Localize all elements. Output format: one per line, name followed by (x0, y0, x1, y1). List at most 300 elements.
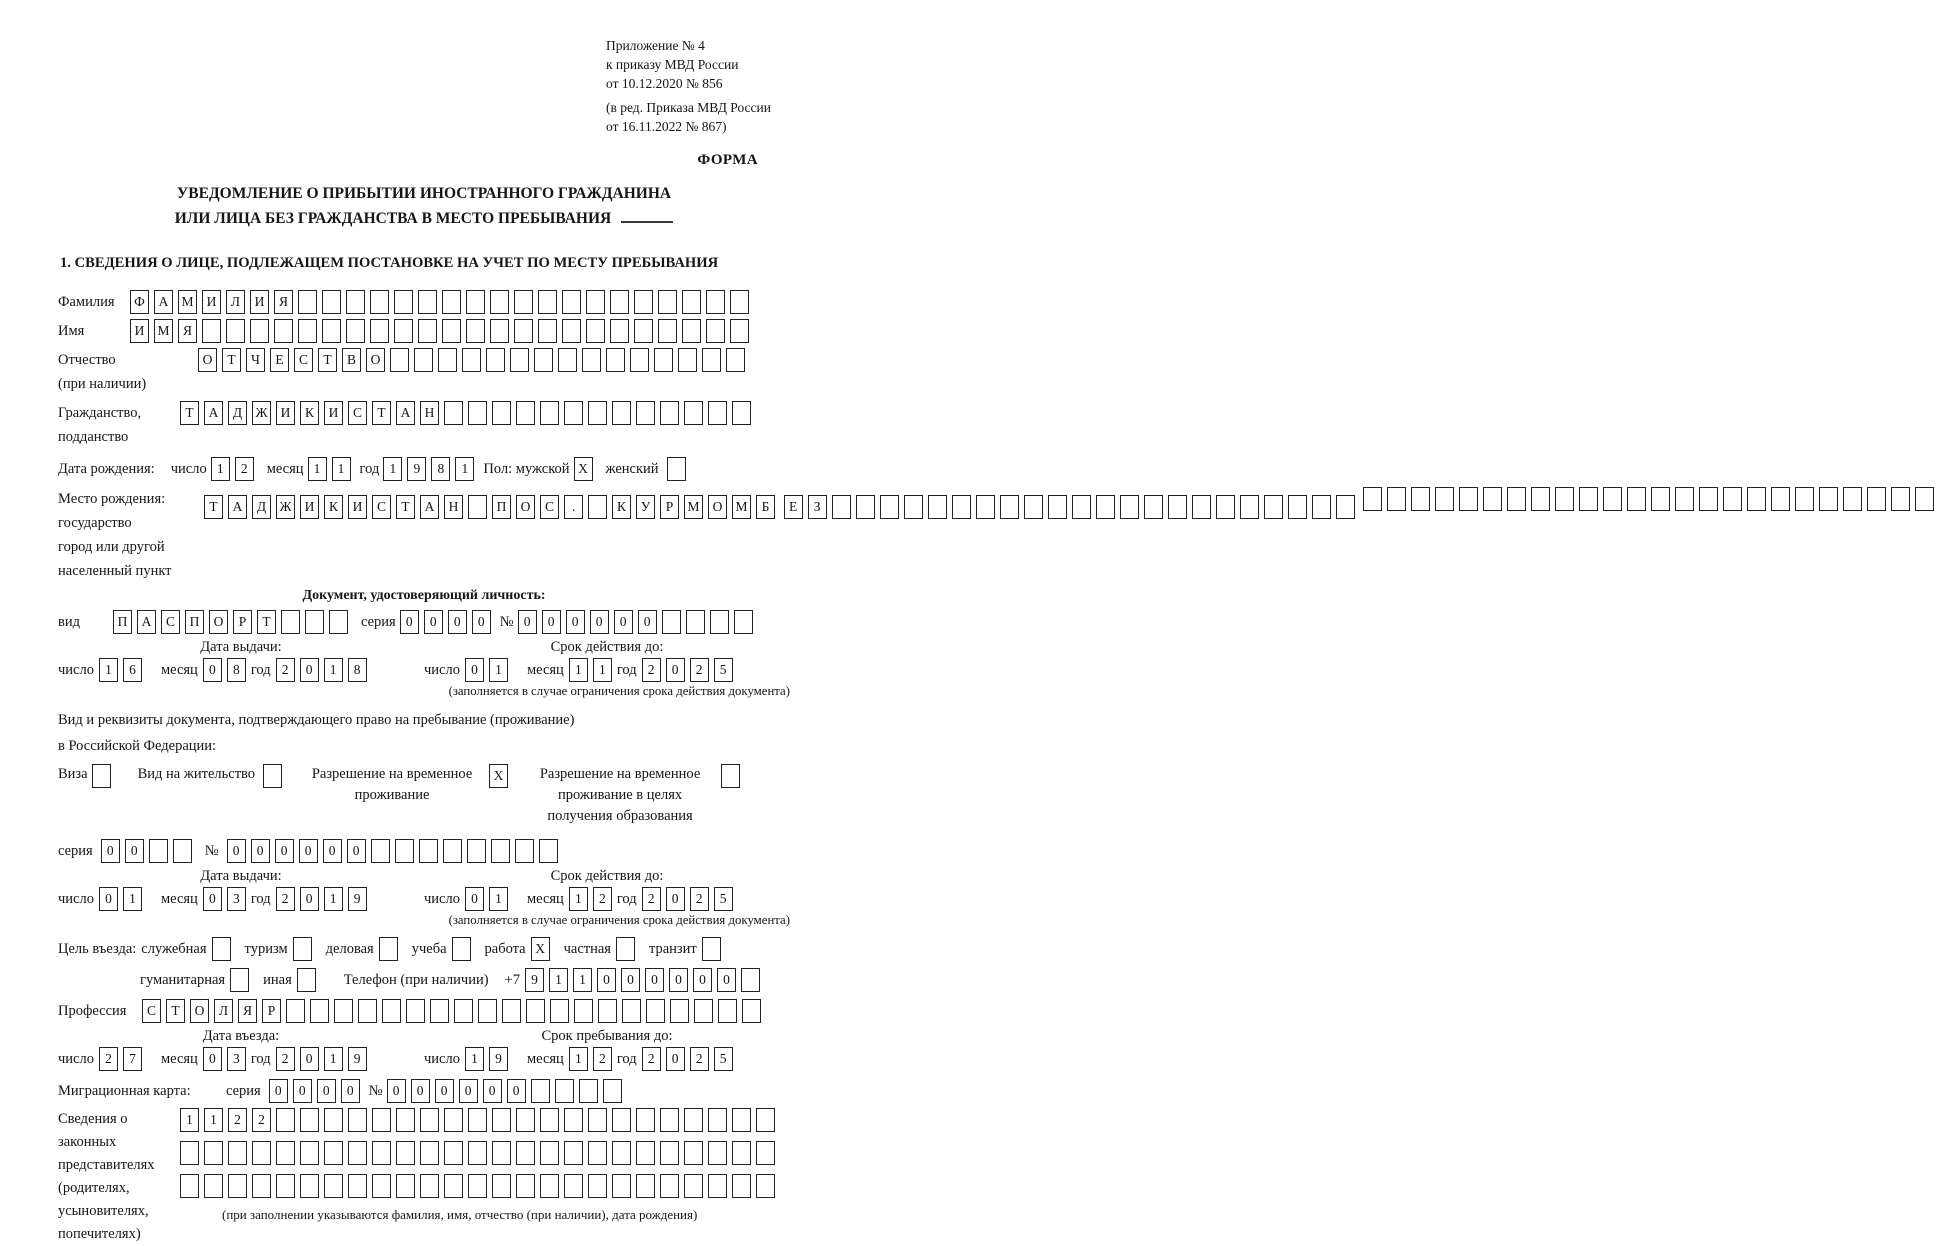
char-box[interactable] (603, 1079, 622, 1103)
char-box[interactable]: О (366, 348, 385, 372)
char-box[interactable] (276, 1141, 295, 1165)
char-box[interactable] (726, 348, 745, 372)
char-box[interactable] (466, 319, 485, 343)
char-box[interactable] (660, 401, 679, 425)
char-box[interactable] (514, 319, 533, 343)
char-box[interactable] (702, 937, 721, 961)
char-box[interactable] (438, 348, 457, 372)
char-box[interactable] (462, 348, 481, 372)
char-box[interactable] (610, 319, 629, 343)
char-box[interactable]: Н (420, 401, 439, 425)
char-box[interactable] (379, 937, 398, 961)
char-box[interactable] (396, 1108, 415, 1132)
char-box[interactable] (468, 401, 487, 425)
char-box[interactable]: В (342, 348, 361, 372)
char-box[interactable] (1000, 495, 1019, 519)
char-box[interactable]: 0 (638, 610, 657, 634)
char-box[interactable] (228, 1141, 247, 1165)
char-box[interactable]: 0 (693, 968, 712, 992)
char-box[interactable] (682, 290, 701, 314)
char-box[interactable] (514, 290, 533, 314)
char-box[interactable] (734, 610, 753, 634)
char-box[interactable]: А (154, 290, 173, 314)
char-box[interactable] (226, 319, 245, 343)
char-box[interactable]: 8 (431, 457, 450, 481)
char-box[interactable]: И (250, 290, 269, 314)
char-box[interactable]: 3 (227, 887, 246, 911)
char-box[interactable]: 8 (348, 658, 367, 682)
char-box[interactable] (928, 495, 947, 519)
char-box[interactable]: Т (257, 610, 276, 634)
char-box[interactable] (646, 999, 665, 1023)
char-box[interactable] (660, 1108, 679, 1132)
char-box[interactable] (539, 839, 558, 863)
char-box[interactable]: 2 (642, 658, 661, 682)
char-box[interactable] (660, 1174, 679, 1198)
char-box[interactable] (173, 839, 192, 863)
char-box[interactable] (180, 1174, 199, 1198)
char-box[interactable] (658, 290, 677, 314)
char-box[interactable]: Я (178, 319, 197, 343)
char-box[interactable] (1264, 495, 1283, 519)
char-box[interactable]: Т (204, 495, 223, 519)
char-box[interactable] (420, 1108, 439, 1132)
char-box[interactable] (149, 839, 168, 863)
char-box[interactable]: М (154, 319, 173, 343)
char-box[interactable] (293, 937, 312, 961)
char-box[interactable] (414, 348, 433, 372)
char-box[interactable] (490, 290, 509, 314)
char-box[interactable]: . (564, 495, 583, 519)
char-box[interactable] (276, 1174, 295, 1198)
char-box[interactable] (300, 1174, 319, 1198)
char-box[interactable]: Л (226, 290, 245, 314)
char-box[interactable] (1603, 487, 1622, 511)
char-box[interactable] (454, 999, 473, 1023)
char-box[interactable] (322, 319, 341, 343)
char-box[interactable]: 1 (569, 887, 588, 911)
char-box[interactable]: 2 (690, 1047, 709, 1071)
char-box[interactable] (180, 1141, 199, 1165)
char-box[interactable] (1723, 487, 1742, 511)
char-box[interactable]: 6 (123, 658, 142, 682)
char-box[interactable] (686, 610, 705, 634)
char-box[interactable] (329, 610, 348, 634)
char-box[interactable] (588, 1141, 607, 1165)
char-box[interactable] (540, 1108, 559, 1132)
char-box[interactable] (395, 839, 414, 863)
char-box[interactable] (588, 495, 607, 519)
char-box[interactable]: Б (756, 495, 775, 519)
char-box[interactable] (564, 1174, 583, 1198)
char-box[interactable] (1747, 487, 1766, 511)
char-box[interactable] (756, 1108, 775, 1132)
char-box[interactable] (212, 937, 231, 961)
char-box[interactable] (658, 319, 677, 343)
char-box[interactable] (263, 764, 282, 788)
char-box[interactable] (756, 1141, 775, 1165)
char-box[interactable]: А (204, 401, 223, 425)
char-box[interactable] (419, 839, 438, 863)
char-box[interactable] (636, 1108, 655, 1132)
char-box[interactable] (444, 1108, 463, 1132)
char-box[interactable]: 1 (455, 457, 474, 481)
char-box[interactable] (491, 839, 510, 863)
char-box[interactable]: 1 (324, 658, 343, 682)
char-box[interactable]: 1 (324, 1047, 343, 1071)
char-box[interactable]: О (190, 999, 209, 1023)
char-box[interactable]: С (142, 999, 161, 1023)
char-box[interactable]: 3 (227, 1047, 246, 1071)
char-box[interactable]: И (300, 495, 319, 519)
char-box[interactable]: 0 (669, 968, 688, 992)
char-box[interactable]: 9 (348, 1047, 367, 1071)
char-box[interactable] (420, 1141, 439, 1165)
char-box[interactable]: У (636, 495, 655, 519)
char-box[interactable] (732, 1108, 751, 1132)
char-box[interactable] (612, 1141, 631, 1165)
char-box[interactable] (305, 610, 324, 634)
char-box[interactable] (718, 999, 737, 1023)
char-box[interactable] (1216, 495, 1235, 519)
char-box[interactable]: 2 (593, 887, 612, 911)
char-box[interactable]: М (732, 495, 751, 519)
char-box[interactable] (298, 290, 317, 314)
char-box[interactable] (281, 610, 300, 634)
char-box[interactable] (732, 1141, 751, 1165)
char-box[interactable] (588, 1174, 607, 1198)
char-box[interactable] (276, 1108, 295, 1132)
char-box[interactable]: 0 (101, 839, 120, 863)
char-box[interactable] (684, 1174, 703, 1198)
char-box[interactable]: Т (372, 401, 391, 425)
char-box[interactable] (492, 1141, 511, 1165)
char-box[interactable] (1531, 487, 1550, 511)
char-box[interactable]: 2 (99, 1047, 118, 1071)
char-box[interactable]: Т (180, 401, 199, 425)
char-box[interactable]: 1 (99, 658, 118, 682)
char-box[interactable]: 5 (714, 658, 733, 682)
char-box[interactable] (372, 1108, 391, 1132)
char-box[interactable]: 0 (347, 839, 366, 863)
char-box[interactable] (588, 401, 607, 425)
char-box[interactable] (678, 348, 697, 372)
char-box[interactable] (516, 1108, 535, 1132)
char-box[interactable] (324, 1141, 343, 1165)
char-box[interactable] (579, 1079, 598, 1103)
char-box[interactable] (1192, 495, 1211, 519)
char-box[interactable]: Т (166, 999, 185, 1023)
char-box[interactable] (334, 999, 353, 1023)
char-box[interactable] (555, 1079, 574, 1103)
char-box[interactable] (708, 1141, 727, 1165)
char-box[interactable]: 0 (341, 1079, 360, 1103)
char-box[interactable] (372, 1174, 391, 1198)
char-box[interactable] (510, 348, 529, 372)
char-box[interactable]: 0 (300, 1047, 319, 1071)
char-box[interactable]: 1 (549, 968, 568, 992)
char-box[interactable] (204, 1141, 223, 1165)
char-box[interactable]: 2 (276, 658, 295, 682)
char-box[interactable]: 1 (308, 457, 327, 481)
char-box[interactable]: 1 (569, 1047, 588, 1071)
char-box[interactable] (540, 401, 559, 425)
char-box[interactable] (1915, 487, 1934, 511)
char-box[interactable]: 2 (276, 887, 295, 911)
char-box[interactable]: Р (233, 610, 252, 634)
char-box[interactable] (610, 290, 629, 314)
char-box[interactable]: 1 (324, 887, 343, 911)
char-box[interactable]: 0 (717, 968, 736, 992)
char-box[interactable]: 0 (542, 610, 561, 634)
char-box[interactable] (1048, 495, 1067, 519)
char-box[interactable] (612, 401, 631, 425)
char-box[interactable] (976, 495, 995, 519)
char-box[interactable]: 0 (518, 610, 537, 634)
char-box[interactable] (706, 319, 725, 343)
char-box[interactable]: 0 (590, 610, 609, 634)
char-box[interactable] (204, 1174, 223, 1198)
char-box[interactable] (502, 999, 521, 1023)
char-box[interactable] (467, 839, 486, 863)
char-box[interactable] (310, 999, 329, 1023)
char-box[interactable]: 2 (593, 1047, 612, 1071)
char-box[interactable]: 0 (99, 887, 118, 911)
char-box[interactable] (492, 1108, 511, 1132)
char-box[interactable] (1387, 487, 1406, 511)
char-box[interactable] (442, 319, 461, 343)
char-box[interactable] (1024, 495, 1043, 519)
char-box[interactable] (348, 1141, 367, 1165)
char-box[interactable] (856, 495, 875, 519)
char-box[interactable] (492, 401, 511, 425)
char-box[interactable]: 2 (276, 1047, 295, 1071)
char-box[interactable] (586, 290, 605, 314)
char-box[interactable] (574, 999, 593, 1023)
char-box[interactable]: И (130, 319, 149, 343)
char-box[interactable] (880, 495, 899, 519)
char-box[interactable]: 1 (573, 968, 592, 992)
char-box[interactable] (662, 610, 681, 634)
char-box[interactable] (721, 764, 740, 788)
char-box[interactable] (708, 1108, 727, 1132)
char-box[interactable]: 0 (323, 839, 342, 863)
char-box[interactable]: М (684, 495, 703, 519)
char-box[interactable] (586, 319, 605, 343)
char-box[interactable]: К (300, 401, 319, 425)
char-box[interactable] (732, 401, 751, 425)
char-box[interactable]: 0 (645, 968, 664, 992)
char-box[interactable] (706, 290, 725, 314)
char-box[interactable] (202, 319, 221, 343)
char-box[interactable] (492, 1174, 511, 1198)
char-box[interactable] (228, 1174, 247, 1198)
char-box[interactable] (1312, 495, 1331, 519)
char-box[interactable] (394, 319, 413, 343)
char-box[interactable] (274, 319, 293, 343)
char-box[interactable] (300, 1108, 319, 1132)
char-box[interactable]: Р (262, 999, 281, 1023)
char-box[interactable] (452, 937, 471, 961)
char-box[interactable] (534, 348, 553, 372)
char-box[interactable] (741, 968, 760, 992)
char-box[interactable]: Я (238, 999, 257, 1023)
char-box[interactable]: 1 (180, 1108, 199, 1132)
char-box[interactable]: 0 (666, 658, 685, 682)
char-box[interactable] (1795, 487, 1814, 511)
char-box[interactable] (832, 495, 851, 519)
char-box[interactable]: Т (222, 348, 241, 372)
char-box[interactable]: И (324, 401, 343, 425)
char-box[interactable] (515, 839, 534, 863)
char-box[interactable] (516, 1174, 535, 1198)
char-box[interactable] (682, 319, 701, 343)
char-box[interactable]: 0 (300, 887, 319, 911)
char-box[interactable] (370, 319, 389, 343)
char-box[interactable] (1579, 487, 1598, 511)
char-box[interactable] (396, 1141, 415, 1165)
char-box[interactable]: 0 (299, 839, 318, 863)
char-box[interactable]: 9 (489, 1047, 508, 1071)
char-box[interactable] (286, 999, 305, 1023)
char-box[interactable] (346, 319, 365, 343)
char-box[interactable]: 0 (483, 1079, 502, 1103)
char-box[interactable] (92, 764, 111, 788)
char-box[interactable] (478, 999, 497, 1023)
char-box[interactable] (298, 319, 317, 343)
char-box[interactable]: Л (214, 999, 233, 1023)
char-box[interactable] (1819, 487, 1838, 511)
char-box[interactable]: 1 (332, 457, 351, 481)
char-box[interactable] (250, 319, 269, 343)
char-box[interactable]: Е (784, 495, 803, 519)
char-box[interactable] (562, 319, 581, 343)
char-box[interactable] (1483, 487, 1502, 511)
char-box[interactable] (420, 1174, 439, 1198)
char-box[interactable] (538, 290, 557, 314)
char-box[interactable] (1288, 495, 1307, 519)
char-box[interactable]: 0 (472, 610, 491, 634)
char-box[interactable] (1336, 495, 1355, 519)
char-box[interactable] (1240, 495, 1259, 519)
char-box[interactable] (230, 968, 249, 992)
char-box[interactable]: 0 (269, 1079, 288, 1103)
char-box[interactable]: 9 (348, 887, 367, 911)
char-box[interactable] (636, 401, 655, 425)
char-box[interactable] (1411, 487, 1430, 511)
char-box[interactable] (486, 348, 505, 372)
char-box[interactable]: 0 (621, 968, 640, 992)
char-box[interactable] (1867, 487, 1886, 511)
char-box[interactable]: 9 (525, 968, 544, 992)
char-box[interactable] (442, 290, 461, 314)
char-box[interactable]: А (137, 610, 156, 634)
char-box[interactable]: Д (252, 495, 271, 519)
char-box[interactable] (348, 1108, 367, 1132)
char-box[interactable] (468, 495, 487, 519)
char-box[interactable] (538, 319, 557, 343)
char-box[interactable] (582, 348, 601, 372)
char-box[interactable] (406, 999, 425, 1023)
char-box[interactable]: 0 (448, 610, 467, 634)
char-box[interactable] (468, 1174, 487, 1198)
char-box[interactable] (598, 999, 617, 1023)
char-box[interactable]: 0 (411, 1079, 430, 1103)
char-box[interactable] (606, 348, 625, 372)
char-box[interactable]: С (348, 401, 367, 425)
char-box[interactable]: 1 (569, 658, 588, 682)
char-box[interactable] (468, 1141, 487, 1165)
char-box[interactable] (396, 1174, 415, 1198)
char-box[interactable]: А (396, 401, 415, 425)
char-box[interactable] (516, 1141, 535, 1165)
char-box[interactable]: К (324, 495, 343, 519)
char-box[interactable] (516, 401, 535, 425)
char-box[interactable] (564, 401, 583, 425)
char-box[interactable]: С (372, 495, 391, 519)
char-box[interactable]: X (489, 764, 508, 788)
char-box[interactable] (1555, 487, 1574, 511)
char-box[interactable]: 0 (465, 887, 484, 911)
char-box[interactable] (612, 1174, 631, 1198)
char-box[interactable]: К (612, 495, 631, 519)
char-box[interactable]: 0 (424, 610, 443, 634)
char-box[interactable] (1843, 487, 1862, 511)
char-box[interactable]: И (348, 495, 367, 519)
char-box[interactable]: 5 (714, 887, 733, 911)
char-box[interactable]: X (531, 937, 550, 961)
char-box[interactable]: 0 (465, 658, 484, 682)
char-box[interactable]: О (209, 610, 228, 634)
char-box[interactable]: 0 (666, 887, 685, 911)
char-box[interactable]: 1 (211, 457, 230, 481)
char-box[interactable] (300, 1141, 319, 1165)
char-box[interactable]: 2 (235, 457, 254, 481)
char-box[interactable] (1072, 495, 1091, 519)
char-box[interactable] (358, 999, 377, 1023)
char-box[interactable]: 0 (203, 1047, 222, 1071)
char-box[interactable]: 0 (227, 839, 246, 863)
char-box[interactable]: Я (274, 290, 293, 314)
char-box[interactable] (324, 1174, 343, 1198)
char-box[interactable]: 1 (123, 887, 142, 911)
char-box[interactable] (371, 839, 390, 863)
char-box[interactable] (390, 348, 409, 372)
char-box[interactable] (322, 290, 341, 314)
char-box[interactable] (670, 999, 689, 1023)
char-box[interactable]: А (420, 495, 439, 519)
char-box[interactable] (708, 1174, 727, 1198)
char-box[interactable]: Ж (276, 495, 295, 519)
char-box[interactable] (684, 1108, 703, 1132)
char-box[interactable]: Р (660, 495, 679, 519)
char-box[interactable] (694, 999, 713, 1023)
char-box[interactable]: И (276, 401, 295, 425)
char-box[interactable] (1675, 487, 1694, 511)
char-box[interactable]: 1 (383, 457, 402, 481)
char-box[interactable] (540, 1141, 559, 1165)
char-box[interactable] (531, 1079, 550, 1103)
char-box[interactable] (382, 999, 401, 1023)
char-box[interactable] (616, 937, 635, 961)
char-box[interactable] (468, 1108, 487, 1132)
char-box[interactable] (684, 401, 703, 425)
char-box[interactable] (742, 999, 761, 1023)
char-box[interactable] (730, 319, 749, 343)
char-box[interactable] (324, 1108, 343, 1132)
char-box[interactable] (708, 401, 727, 425)
char-box[interactable]: 0 (387, 1079, 406, 1103)
